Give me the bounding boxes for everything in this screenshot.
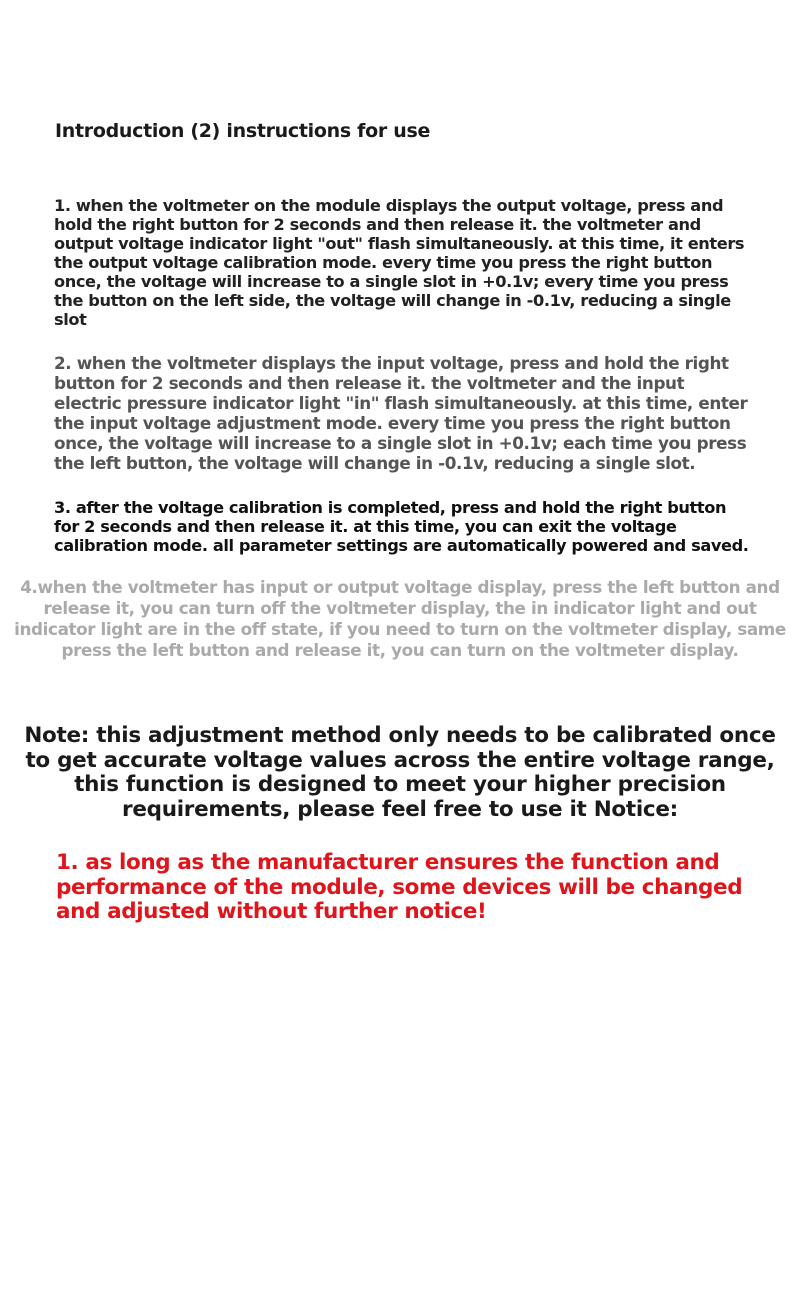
instruction-step-4: 4.when the voltmeter has input or output voltage display, press the left button and release it, you can turn off the voltmeter display, the in indicator light and out indicator light are in the off state, if you need to turn on the voltmeter display, same press the left button and release it, you can turn on the voltmeter display. xyxy=(14,577,786,660)
page-title: Introduction (2) instructions for use xyxy=(55,120,431,142)
instruction-step-1: 1. when the voltmeter on the module displays the output voltage, press and hold the right button for 2 seconds and then release it. the voltmeter and output voltage indicator light "out" flash simultaneously. at this time, it enters the output voltage calibration mode. every time you press the right button once, the voltage will increase to a single slot in +0.1v; every time you press the button on the left side, the voltage will change in -0.1v, reducing a single slot xyxy=(54,196,745,329)
calibration-note: Note: this adjustment method only needs to be calibrated once to get accurate voltage values across the entire voltage range, this function is designed to meet your higher precision requirements, please feel free to use it Notice: xyxy=(24,723,776,822)
notice-item-1: 1. as long as the manufacturer ensures the function and performance of the module, some devices will be changed and adjusted without further notice! xyxy=(56,850,743,924)
instruction-step-2: 2. when the voltmeter displays the input voltage, press and hold the right button for 2 seconds and then release it. the voltmeter and the input electric pressure indicator light "in" flash simultaneously. at this time, enter the input voltage adjustment mode. every time you press the right button once, the voltage will increase to a single slot in +0.1v; each time you press the left button, the voltage will change in -0.1v, reducing a single slot. xyxy=(54,353,748,473)
instruction-step-3: 3. after the voltage calibration is completed, press and hold the right button for 2 seconds and then release it. at this time, you can exit the voltage calibration mode. all parameter settings are automatically powered and saved. xyxy=(54,498,749,555)
